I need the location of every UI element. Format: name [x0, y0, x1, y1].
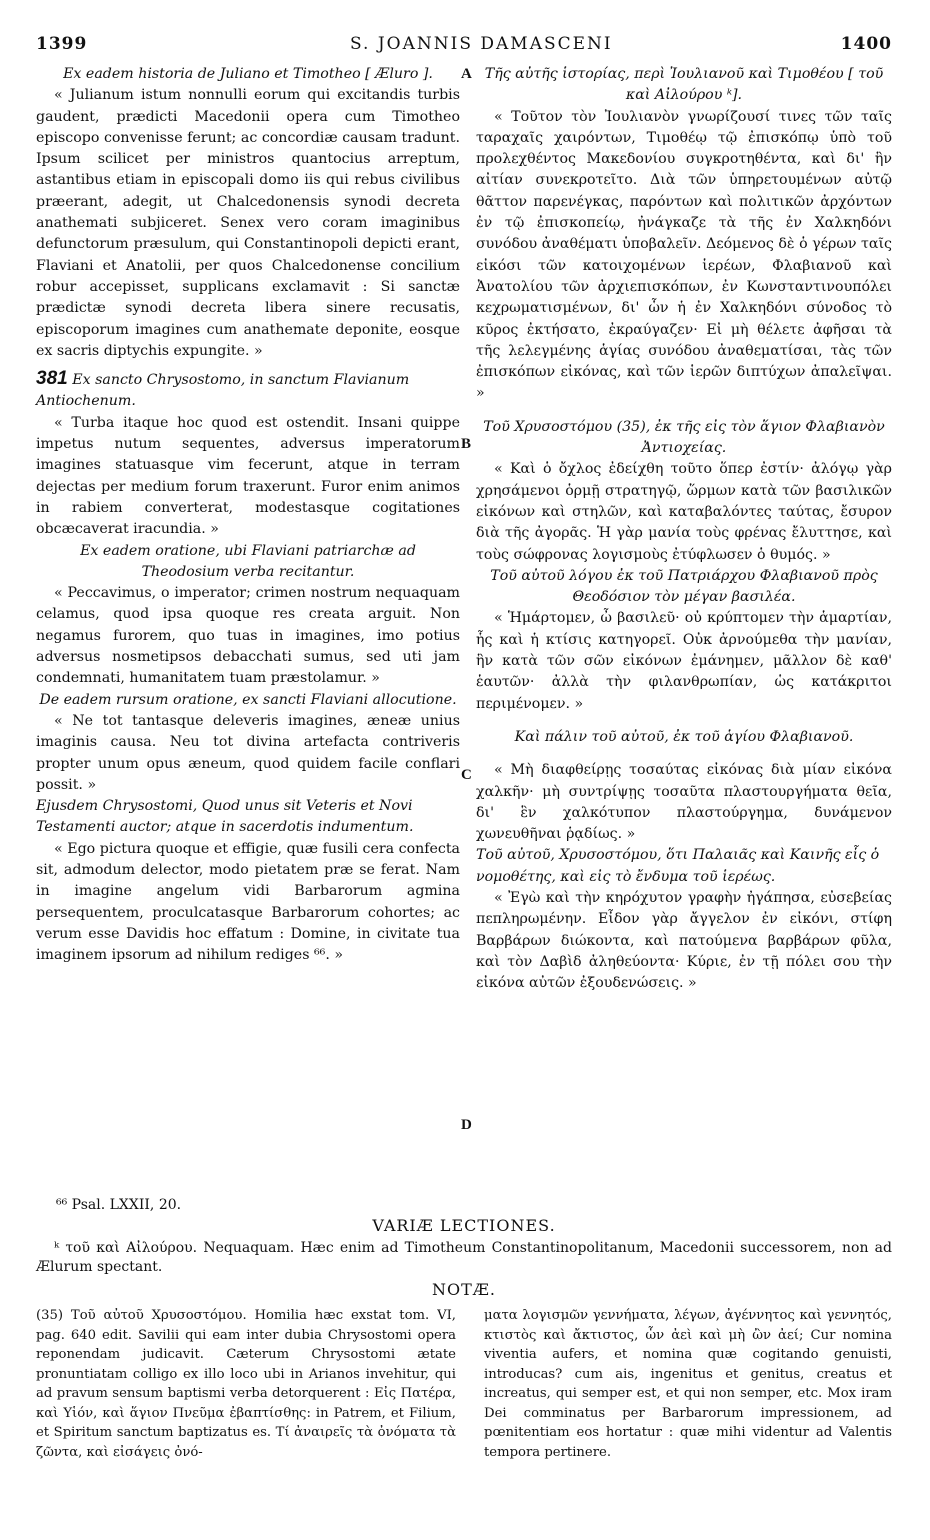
- greek-heading-5: Τοῦ αὐτοῦ, Χρυσοστόμου, ὅτι Παλαιᾶς καὶ Καινῆς εἷς ὁ νομοθέτης, καὶ εἰς τὸ ἔνδυμα τοῦ ἱερέως.: [476, 847, 880, 885]
- variae-text: ᵏ τοῦ καὶ Αἰλούρου. Nequaquam. Hæc enim ad Timotheum Constantinopolitanum, Macedonii successorem, non ad Ælurum spectant.: [36, 1240, 892, 1275]
- latin-paragraph-5: « Ego pictura quoque et effigie, quæ fusili cera confecta sit, admodum delector, modo pietatem præ se ferat. Nam in imagine angelum vidi Barbarorum agmina persequentem, proculcatasque Barbarorum cohortes; ac verum esse Davidis hoc effatum : Domine, in civitate tua imaginem ipsorum ad nihilum rediges ⁶⁶. »: [36, 840, 460, 964]
- section-number: 381: [36, 368, 68, 390]
- page-number-left: 1399: [36, 34, 88, 54]
- latin-heading-2-text: Ex sancto Chrysostomo, in sanctum Flavianum Antiochenum.: [36, 372, 410, 410]
- margin-letter-d: D: [461, 1117, 472, 1133]
- notae-right-column: ματα λογισμῶν γεννήματα, λέγων, ἀγέννητος καὶ γεννητός, κτιστὸς καὶ ἄκτιστος, ὧν ἀεὶ καὶ μὴ ὢν ἀεί; Cur nomina viventia aufers, et nomina quæ cogitando genuisti, introducas? cum ais, ingenitus et genitus, creatus et increatus, qui semper est, et qui non semper, etc. Mox iram Dei comminatus per Barbarorum impressionem, ad pœnitentiam eos hortatur : quæ mihi videntur ad Valentis tempora pertinere.: [484, 1308, 892, 1460]
- latin-heading-1: Ex eadem historia de Juliano et Timotheo [ Æluro ].: [63, 66, 433, 82]
- greek-heading-4: Καὶ πάλιν τοῦ αὐτοῦ, ἐκ τοῦ ἁγίου Φλαβιανοῦ.: [514, 728, 854, 745]
- greek-paragraph-4: « Μὴ διαφθείρῃς τοσαύτας εἰκόνας διὰ μίαν εἰκόνα χαλκῆν· μὴ συντρίψῃς τοσαῦτα πλαστουργήματα θεῖα, δι' ἓν χαλκότυπον πλαστούργημα, δυνάμενον χωνευθῆναι ῥᾳδίως. »: [476, 762, 892, 843]
- notae-section: [36, 1280, 892, 1299]
- latin-paragraph-2: « Turba itaque hoc quod est ostendit. Insani quippe impetus nutum sequentes, adversus imperatorum imagines statuasque vim fecerunt, atque in terram dejectas per medium forum traxerunt. Furor enim animos in rabiem converterat, modestasque cogitationes obcæcaverat iracundia. »: [36, 414, 460, 538]
- variae-lectiones: [36, 1216, 892, 1277]
- latin-paragraph-1: « Julianum istum nonnulli eorum qui excitandis turbis gaudent, prædicti Macedonii opera cum Timotheo episcopo convenisse ferunt; ac concordiæ causam tradunt. Ipsum scilicet per ministros quantocius arreptum, astantibus etiam in episcopali domo iis qui rebus civilibus præerant, adegit, ut Chalcedonensis synodi decreta anathemati subjiceret. Senex vero coram imaginibus defunctorum præsulum, qui Constantinopoli depicti erant, Flaviani et Anatolii, per quos Chalcedonense concilium robur accepisset, supplicans exclamavit : Si sanctæ prædictæ synodi decreta libera sinere recusatis, episcoporum imagines cum anathemate deponite, eosque ex sacris diptychis expungite. »: [36, 87, 460, 359]
- latin-heading-3: Ex eadem oratione, ubi Flaviani patriarchæ ad Theodosium verba recitantur.: [80, 542, 416, 580]
- latin-heading-4: De eadem rursum oratione, ex sancti Flaviani allocutione.: [39, 691, 457, 708]
- greek-paragraph-1: « Τοῦτον τὸν Ἰουλιανὸν γνωρίζουσί τινες τῶν ταῖς ταραχαῖς χαιρόντων, Τιμοθέῳ τῷ ἐπισκόπῳ ὑπὸ τοῦ προλεχθέντος Μακεδονίου συγκροτηθέντα, καὶ δι' ἣν αἰτίαν συνεκροτεῖτο. Διὰ τῶν ὑπηρετουμένων αὐτῷ θᾶττον παρενέγκας, παρόντων καὶ πολιτικῶν ἀρχόντων ἐν τῷ ἐπισκοπείῳ, ἠνάγκαζε τὰ τῆς ἐν Χαλκηδόνι συνόδου ἀναθέματι ὑποβαλεῖν. Δεόμενος δὲ ὁ γέρων ταῖς εἰκόσι τῶν κατοιχομένων ἱερέων, Φλαβιανοῦ καὶ Ἀνατολίου τῶν ἀρχιεπισκόπων, ἐν Κωνσταντινουπόλει κεχρωματισμένων, δι' ὧν ἡ ἐν Χαλκηδόνι σύνοδος τὸ κῦρος ἐκτήσατο, ἐκραύγαζεν· Εἰ μὴ θέλετε ἀφῆσαι τὰ τῆς λελεγμένης ἁγίας συνόδου ἀναθεματίσαι, τὰς τῶν ἐπισκόπων εἰκόνας, καὶ τῶν ἱερῶν διπτύχων ἀπαλεῖψαι. »: [476, 108, 892, 402]
- notae-left-column: (35) Τοῦ αὐτοῦ Χρυσοστόμου. Homilia hæc exstat tom. VI, pag. 640 edit. Savilii qui eam inter dubia Chrysostomi opera reponendam judicavit. Cæterum Chrysostomi ætate pronuntiatam colligo ex illo loco ubi in Arianos invehitur, qui ad pravum sensum baptismi verba detorquerent : Εἰς Πατέρα, καὶ Υἱόν, καὶ ἅγιον Πνεῦμα ἐβαπτίσθης: in Patrem, et Filium, et Spiritum sanctum baptizatus es. Τί ἀναιρεῖς τὰ ὀνόματα τὰ ζῶντα, καὶ εἰσάγεις ὀνό-: [36, 1308, 456, 1460]
- greek-paragraph-2: « Καὶ ὁ ὄχλος ἐδείχθη τοῦτο ὅπερ ἐστίν· ἀλόγῳ γὰρ χρησάμενοι ὁρμῇ στρατηγῷ, ὥρμων κατὰ τῶν βασιλικῶν εἰκόνων καὶ στηλῶν, καὶ καταβαλόντες ταύτας, ἔσυρον διὰ τῆς ἀγορᾶς. Ἡ γὰρ μανία τοὺς φρένας ἔλυττησε, καὶ τοὺς σώφρονας λογισμοὺς ἐτύφλωσεν ὁ θυμός. »: [476, 461, 892, 563]
- latin-heading-5: Ejusdem Chrysostomi, Quod unus sit Veteris et Novi Testamenti auctor; atque in sacerdotis indumentum.: [36, 798, 414, 836]
- margin-letter-a: A: [461, 66, 472, 82]
- greek-heading-1: Τῆς αὐτῆς ἱστορίας, περὶ Ἰουλιανοῦ καὶ Τιμοθέου [ τοῦ καὶ Αἰλούρου ᵏ].: [484, 66, 884, 104]
- greek-heading-3: Τοῦ αὐτοῦ λόγου ἐκ τοῦ Πατριάρχου Φλαβιανοῦ πρὸς Θεοδόσιον τὸν μέγαν βασιλέα.: [490, 567, 878, 606]
- latin-paragraph-4: « Ne tot tantasque deleveris imagines, æneæ unius imaginis causa. Neu tot divina artefacta contriveris propter unum opus æneum, quod quidem facile conflari possit. »: [36, 712, 460, 793]
- margin-letter-b: B: [461, 436, 472, 452]
- notae-title: NOTÆ.: [432, 1280, 496, 1299]
- footnote-66: ⁶⁶ Psal. LXXII, 20.: [56, 1197, 182, 1213]
- page-number-right: 1400: [840, 34, 892, 54]
- greek-paragraph-5: « Ἐγὼ καὶ τὴν κηρόχυτον γραφὴν ἠγάπησα, εὐσεβείας πεπληρωμένην. Εἶδον γὰρ ἄγγελον ἐν εἰκόνι, στίφη Βαρβάρων διώκοντα, καὶ πατούμενα βαρβάρων φῦλα, καὶ τὸν Δαβὶδ ἀληθεύοντα· Κύριε, ἐν τῇ πόλει σου τὴν εἰκόνα αὐτῶν ἐξουδενώσεις. »: [476, 889, 892, 992]
- greek-heading-2: Τοῦ Χρυσοστόμου (35), ἐκ τῆς εἰς τὸν ἅγιον Φλαβιανὸν Ἀντιοχείας.: [483, 418, 885, 457]
- greek-column: [476, 64, 892, 994]
- greek-paragraph-3: « Ἡμάρτομεν, ὦ βασιλεῦ· οὐ κρύπτομεν τὴν ἁμαρτίαν, ἧς καὶ ἡ κτίσις κατηγορεῖ. Οὐκ ἀρνούμεθα τὴν μανίαν, ἣν κατὰ τῶν σῶν εἰκόνων ἐμάνημεν, μᾶλλον δὲ καθ' ἑαυτῶν· ἀλλὰ τὴν φιλανθρωπίαν, ὡς κατάκριτοι περιμένομεν. »: [476, 610, 892, 712]
- running-title: S. JOANNIS DAMASCENI: [350, 34, 613, 54]
- variae-title: VARIÆ LECTIONES.: [372, 1216, 556, 1235]
- margin-letter-c: C: [461, 767, 472, 783]
- latin-heading-2: [36, 368, 460, 413]
- latin-paragraph-3: « Peccavimus, o imperator; crimen nostrum nequaquam celamus, quod ipsa quoque res creata arguit. Non negamus furorem, quo tuas in imagines, imo potius adversus nosmetipsos debacchati sumus, sed uti jam condemnati, humanitatem tuam præstolamur. »: [36, 585, 460, 687]
- latin-column: [36, 64, 460, 966]
